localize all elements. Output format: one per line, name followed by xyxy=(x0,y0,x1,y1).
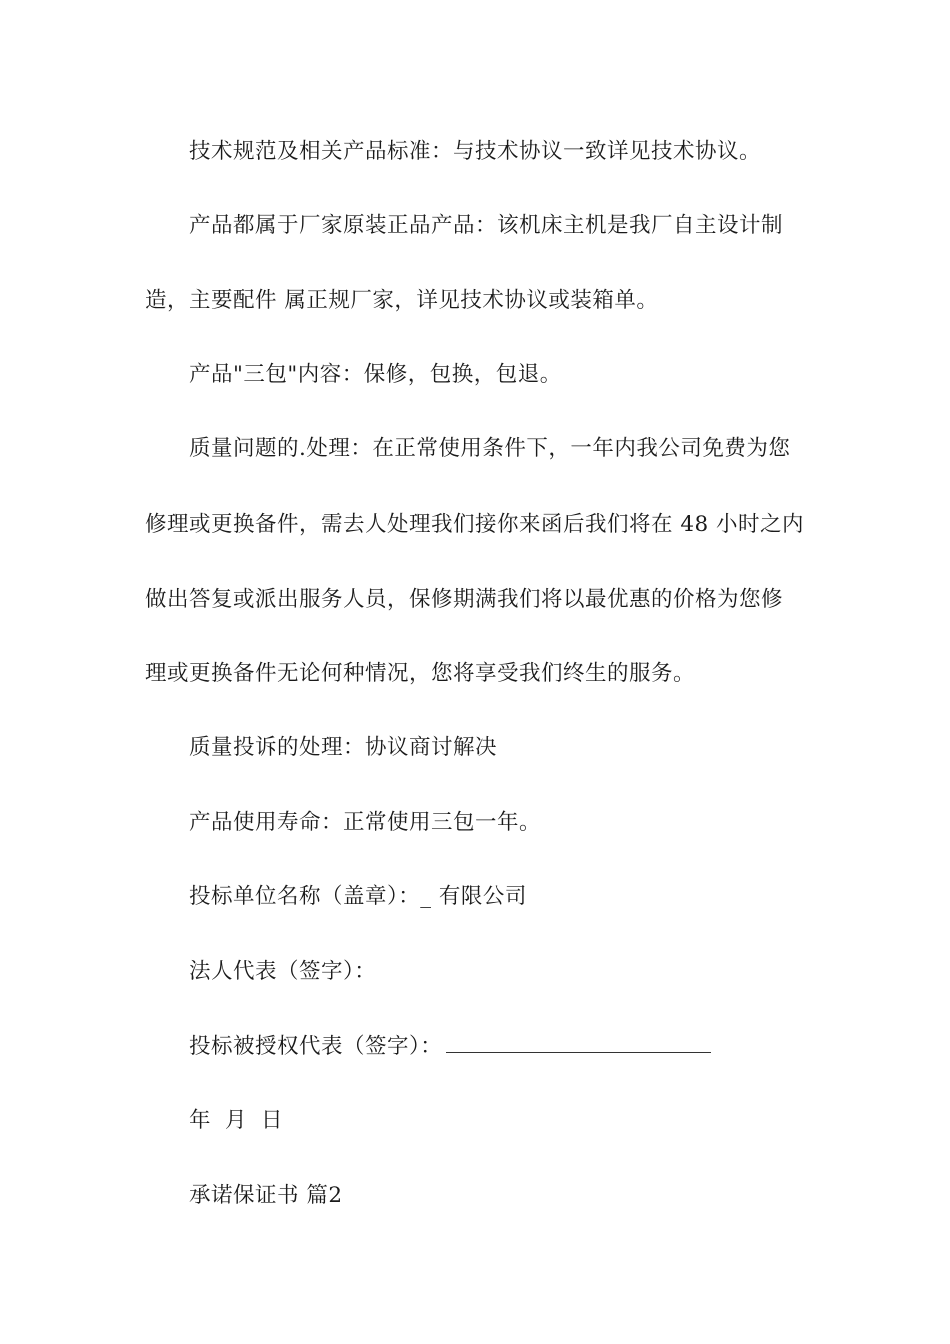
section-heading-pledge-2: 承诺保证书 篇2 xyxy=(189,1183,343,1208)
paragraph-quality-complaints: 质量投诉的处理：协议商讨解决 xyxy=(189,735,498,760)
date-line xyxy=(145,1106,810,1136)
paragraph-quality-issues-line-4: 理或更换备件无论何种情况，您将享受我们终生的服务。 xyxy=(145,661,696,686)
authorized-representative-line xyxy=(145,1032,810,1062)
legal-representative-line: 法人代表（签字）： xyxy=(189,959,377,984)
date-month: 月 xyxy=(225,1108,248,1133)
paragraph-quality-issues-line-3: 做出答复或派出服务人员，保修期满我们将以最优惠的价格为您修 xyxy=(145,587,784,612)
paragraph-product-lifespan: 产品使用寿命：正常使用三包一年。 xyxy=(189,810,542,835)
paragraph-genuine-products-line-1: 产品都属于厂家原装正品产品：该机床主机是我厂自主设计制 xyxy=(189,213,784,238)
paragraph-three-guarantees: 产品"三包"内容：保修，包换，包退。 xyxy=(189,362,562,387)
bidder-name-line: 投标单位名称（盖章）：_ 有限公司 xyxy=(189,884,527,909)
paragraph-genuine-products-line-2: 造，主要配件 属正规厂家，详见技术协议或装箱单。 xyxy=(145,288,659,313)
paragraph-quality-issues-line-2: 修理或更换备件，需去人处理我们接你来函后我们将在 48 小时之内 xyxy=(145,512,805,537)
paragraph-quality-issues-line-1: 质量问题的.处理：在正常使用条件下，一年内我公司免费为您 xyxy=(189,436,791,461)
signature-blank xyxy=(446,1032,711,1053)
paragraph-technical-standards: 技术规范及相关产品标准：与技术协议一致详见技术协议。 xyxy=(189,139,762,164)
date-day: 日 xyxy=(261,1108,284,1133)
date-year: 年 xyxy=(189,1108,212,1133)
authorized-representative-label: 投标被授权代表（签字）： xyxy=(189,1034,443,1059)
